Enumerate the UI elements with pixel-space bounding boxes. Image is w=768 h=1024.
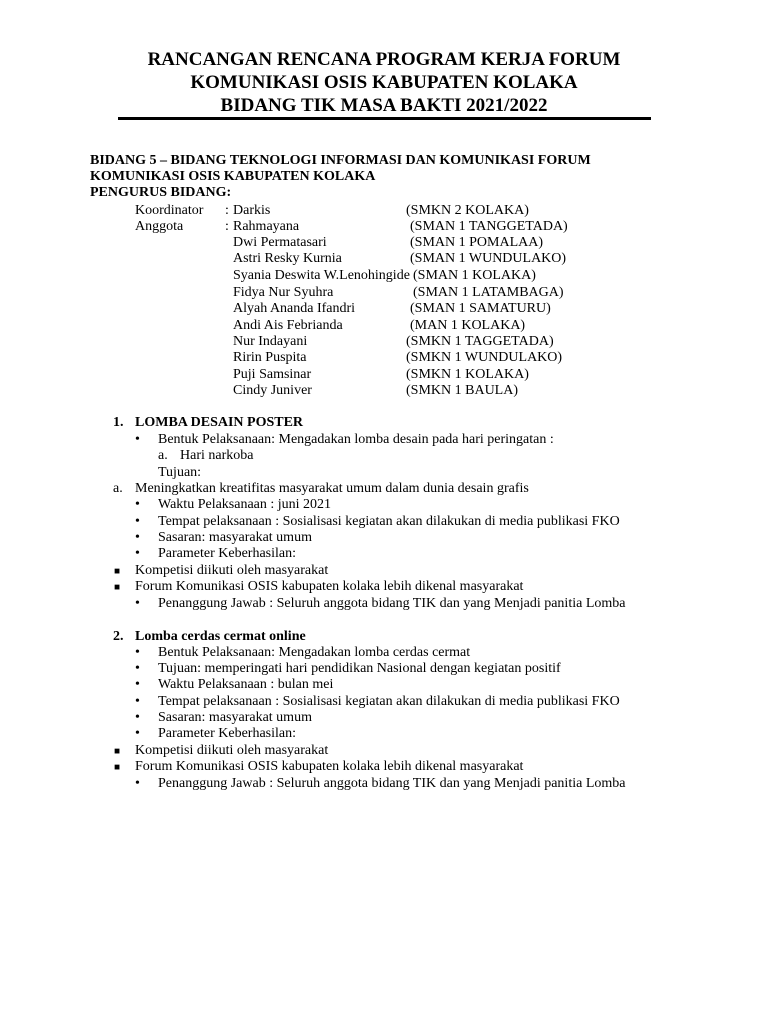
- member-name: Ririn Puspita: [233, 350, 307, 365]
- bullet-icon: •: [135, 677, 140, 692]
- square-bullet-icon: ■: [114, 762, 121, 773]
- square-bullet-icon: ■: [114, 582, 121, 593]
- member-name: Darkis: [233, 203, 271, 218]
- bullet-icon: •: [135, 546, 140, 561]
- program-1-waktu: Waktu Pelaksanaan : juni 2021: [158, 497, 332, 512]
- document-title: [90, 48, 678, 117]
- program-1-penanggung: Penanggung Jawab : Seluruh anggota bidang TIK dan yang Menjadi panitia Lomba: [158, 596, 626, 611]
- program-2-title: Lomba cerdas cermat online: [135, 629, 306, 644]
- bullet-icon: •: [135, 776, 140, 791]
- program-2-tempat: Tempat pelaksanaan : Sosialisasi kegiatan akan dilakukan di media publikasi FKO: [158, 694, 620, 709]
- program-1-tempat: Tempat pelaksanaan : Sosialisasi kegiatan akan dilakukan di media publikasi FKO: [158, 514, 620, 529]
- square-bullet-icon: ■: [114, 566, 121, 577]
- bullet-icon: •: [135, 726, 140, 741]
- koordinator-colon: :: [225, 203, 229, 218]
- bullet-icon: •: [135, 661, 140, 676]
- square-bullet-icon: ■: [114, 746, 121, 757]
- anggota-colon: :: [225, 219, 229, 234]
- member-school: (SMAN 1 WUNDULAKO): [410, 251, 567, 266]
- program-2-sasaran: Sasaran: masyarakat umum: [158, 710, 312, 725]
- member-school: (SMAN 1 SAMATURU): [410, 301, 551, 316]
- program-1-number: 1.: [113, 415, 124, 430]
- program-1-sasaran: Sasaran: masyarakat umum: [158, 530, 312, 545]
- program-1-bentuk: Bentuk Pelaksanaan: Mengadakan lomba desain pada hari peringatan :: [158, 432, 554, 447]
- bullet-icon: •: [135, 596, 140, 611]
- title-underline: [118, 117, 651, 120]
- member-school: (MAN 1 KOLAKA): [410, 318, 526, 333]
- member-school: (SMAN 1 TANGGETADA): [410, 219, 568, 234]
- member-name: Rahmayana: [233, 219, 300, 234]
- member-name: Cindy Juniver: [233, 383, 312, 398]
- bullet-icon: •: [135, 694, 140, 709]
- member-school: (SMAN 1 KOLAKA): [413, 268, 536, 283]
- program-2-penanggung: Penanggung Jawab : Seluruh anggota bidang TIK dan yang Menjadi panitia Lomba: [158, 776, 626, 791]
- title-line-1: RANCANGAN RENCANA PROGRAM KERJA FORUM: [147, 49, 621, 70]
- bullet-icon: •: [135, 530, 140, 545]
- program-2-parameter: Parameter Keberhasilan:: [158, 726, 296, 741]
- member-school: (SMKN 1 BAULA): [406, 383, 518, 398]
- program-1-title: LOMBA DESAIN POSTER: [135, 415, 304, 430]
- member-name: Nur Indayani: [233, 334, 308, 349]
- bidang-heading-line-1: BIDANG 5 – BIDANG TEKNOLOGI INFORMASI DAN KOMUNIKASI FORUM: [90, 153, 591, 168]
- member-school: (SMKN 1 KOLAKA): [406, 367, 529, 382]
- bullet-icon: •: [135, 645, 140, 660]
- member-name: Puji Samsinar: [233, 367, 312, 382]
- member-school: (SMKN 1 TAGGETADA): [406, 334, 554, 349]
- tujuan-item-marker: a.: [113, 481, 123, 496]
- member-school: (SMKN 2 KOLAKA): [406, 203, 529, 218]
- program-1-sub-item: Hari narkoba: [180, 448, 254, 463]
- program-2-param-item: Kompetisi diikuti oleh masyarakat: [135, 743, 329, 758]
- program-2-param-item: Forum Komunikasi OSIS kabupaten kolaka lebih dikenal masyarakat: [135, 759, 524, 774]
- member-name: Alyah Ananda Ifandri: [233, 301, 356, 316]
- koordinator-label: Koordinator: [135, 203, 204, 218]
- member-name: Syania Deswita W.Lenohingide: [233, 268, 410, 283]
- program-1-param-item: Forum Komunikasi OSIS kabupaten kolaka lebih dikenal masyarakat: [135, 579, 524, 594]
- member-name: Dwi Permatasari: [233, 235, 327, 250]
- program-2-tujuan: Tujuan: memperingati hari pendidikan Nasional dengan kegiatan positif: [158, 661, 561, 676]
- anggota-label: Anggota: [135, 219, 184, 234]
- member-school: (SMAN 1 LATAMBAGA): [413, 285, 564, 300]
- program-2-waktu: Waktu Pelaksanaan : bulan mei: [158, 677, 334, 692]
- member-school: (SMKN 1 WUNDULAKO): [406, 350, 563, 365]
- program-2-bentuk: Bentuk Pelaksanaan: Mengadakan lomba cerdas cermat: [158, 645, 471, 660]
- member-name: Andi Ais Febrianda: [233, 318, 343, 333]
- bullet-icon: •: [135, 514, 140, 529]
- bidang-heading-line-2: KOMUNIKASI OSIS KABUPATEN KOLAKA: [90, 169, 376, 184]
- title-line-3: BIDANG TIK MASA BAKTI 2021/2022: [220, 95, 548, 116]
- member-school: (SMAN 1 POMALAA): [410, 235, 544, 250]
- program-1-tujuan-item: Meningkatkan kreatifitas masyarakat umum dalam dunia desain grafis: [135, 481, 529, 496]
- member-name: Fidya Nur Syuhra: [233, 285, 334, 300]
- program-1-param-item: Kompetisi diikuti oleh masyarakat: [135, 563, 329, 578]
- program-1-tujuan: Tujuan:: [158, 465, 202, 480]
- bullet-icon: •: [135, 710, 140, 725]
- title-line-2: KOMUNIKASI OSIS KABUPATEN KOLAKA: [190, 72, 578, 93]
- bullet-icon: •: [135, 497, 140, 512]
- member-name: Astri Resky Kurnia: [233, 251, 342, 266]
- program-2-number: 2.: [113, 629, 124, 644]
- sub-item-marker: a.: [158, 448, 168, 463]
- pengurus-heading: PENGURUS BIDANG:: [90, 185, 232, 200]
- bullet-icon: •: [135, 432, 140, 447]
- program-1-parameter: Parameter Keberhasilan:: [158, 546, 296, 561]
